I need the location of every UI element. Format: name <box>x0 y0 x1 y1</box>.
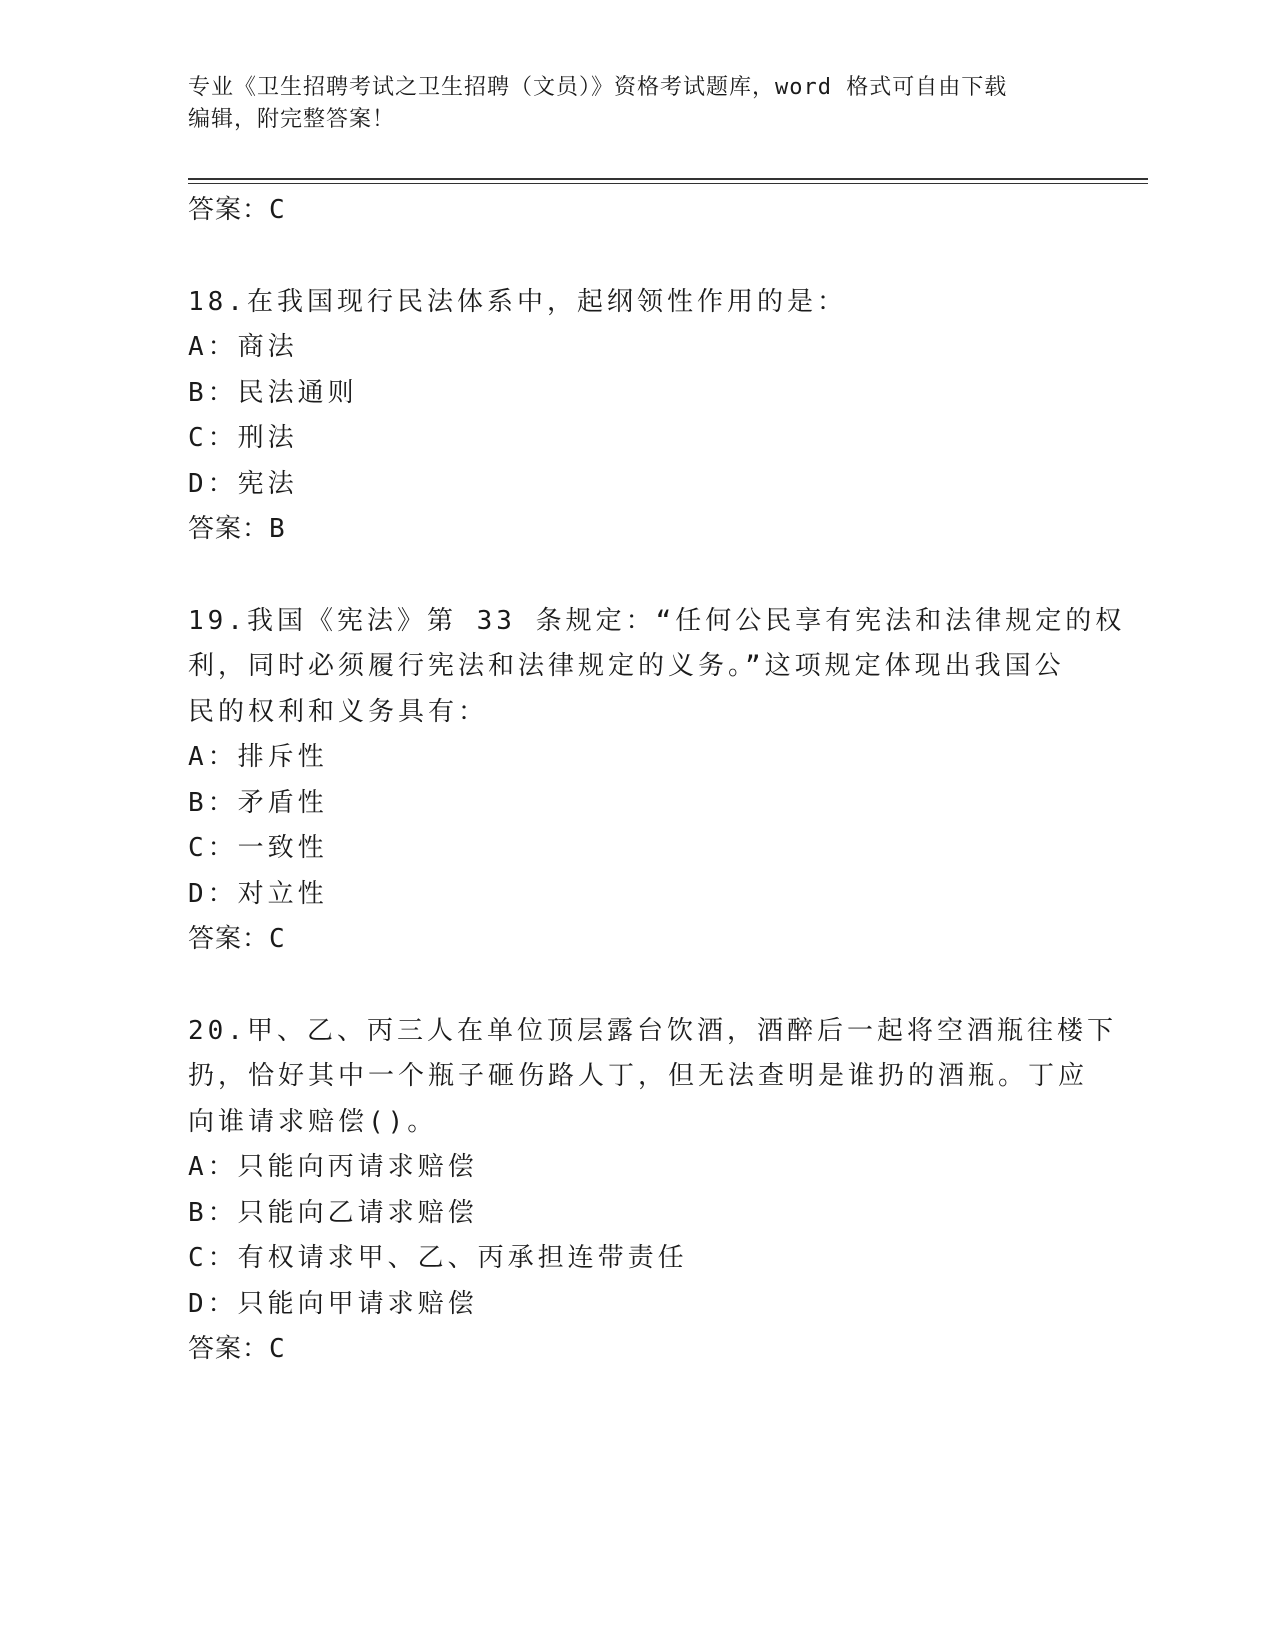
spacer <box>188 963 1088 1009</box>
question-stem: 18.在我国现行民法体系中，起纲领性作用的是： <box>188 286 847 317</box>
spacer <box>188 234 1088 280</box>
header-line-1: 专业《卫生招聘考试之卫生招聘（文员）》资格考试题库，word 格式可自由下载 <box>188 75 1008 100</box>
header-line-2: 编辑，附完整答案！ <box>188 107 396 132</box>
answer: 答案：C <box>188 1334 286 1364</box>
document-header <box>188 72 1088 136</box>
option-b: B：只能向乙请求赔偿 <box>188 1197 478 1228</box>
question-stem: 民的权利和义务具有： <box>188 696 489 727</box>
question-block-19 <box>188 599 1126 963</box>
option-c: C：刑法 <box>188 423 298 453</box>
option-b: B：矛盾性 <box>188 787 328 818</box>
question-block-18 <box>188 280 1088 553</box>
question-stem: 扔，恰好其中一个瓶子砸伤路人丁，但无法查明是谁扔的酒瓶。丁应 <box>188 1061 1089 1091</box>
option-d: D：宪法 <box>188 468 298 499</box>
option-a: A：排斥性 <box>188 742 328 772</box>
question-stem: 19.我国《宪法》第 33 条规定：“任何公民享有宪法和法律规定的权 <box>188 605 1126 636</box>
question-stem: 利，同时必须履行宪法和法律规定的义务。”这项规定体现出我国公 <box>188 651 1065 681</box>
answer: 答案：B <box>188 514 286 544</box>
spacer <box>188 553 1088 599</box>
question-content <box>188 188 1126 1373</box>
header-divider-thin <box>188 183 1148 184</box>
option-c: C：有权请求甲、乙、丙承担连带责任 <box>188 1243 688 1273</box>
option-a: A：商法 <box>188 332 298 362</box>
option-b: B：民法通则 <box>188 377 358 408</box>
option-d: D：对立性 <box>188 878 328 909</box>
option-d: D：只能向甲请求赔偿 <box>188 1288 478 1319</box>
previous-answer: 答案：C <box>188 195 286 225</box>
header-divider-thick <box>188 178 1148 180</box>
question-stem: 向谁请求赔偿()。 <box>188 1106 438 1137</box>
question-stem: 20.甲、乙、丙三人在单位顶层露台饮酒，酒醉后一起将空酒瓶往楼下 <box>188 1015 1117 1046</box>
question-block-20 <box>188 1009 1117 1373</box>
option-c: C：一致性 <box>188 833 328 863</box>
answer: 答案：C <box>188 924 286 954</box>
option-a: A：只能向丙请求赔偿 <box>188 1152 478 1182</box>
